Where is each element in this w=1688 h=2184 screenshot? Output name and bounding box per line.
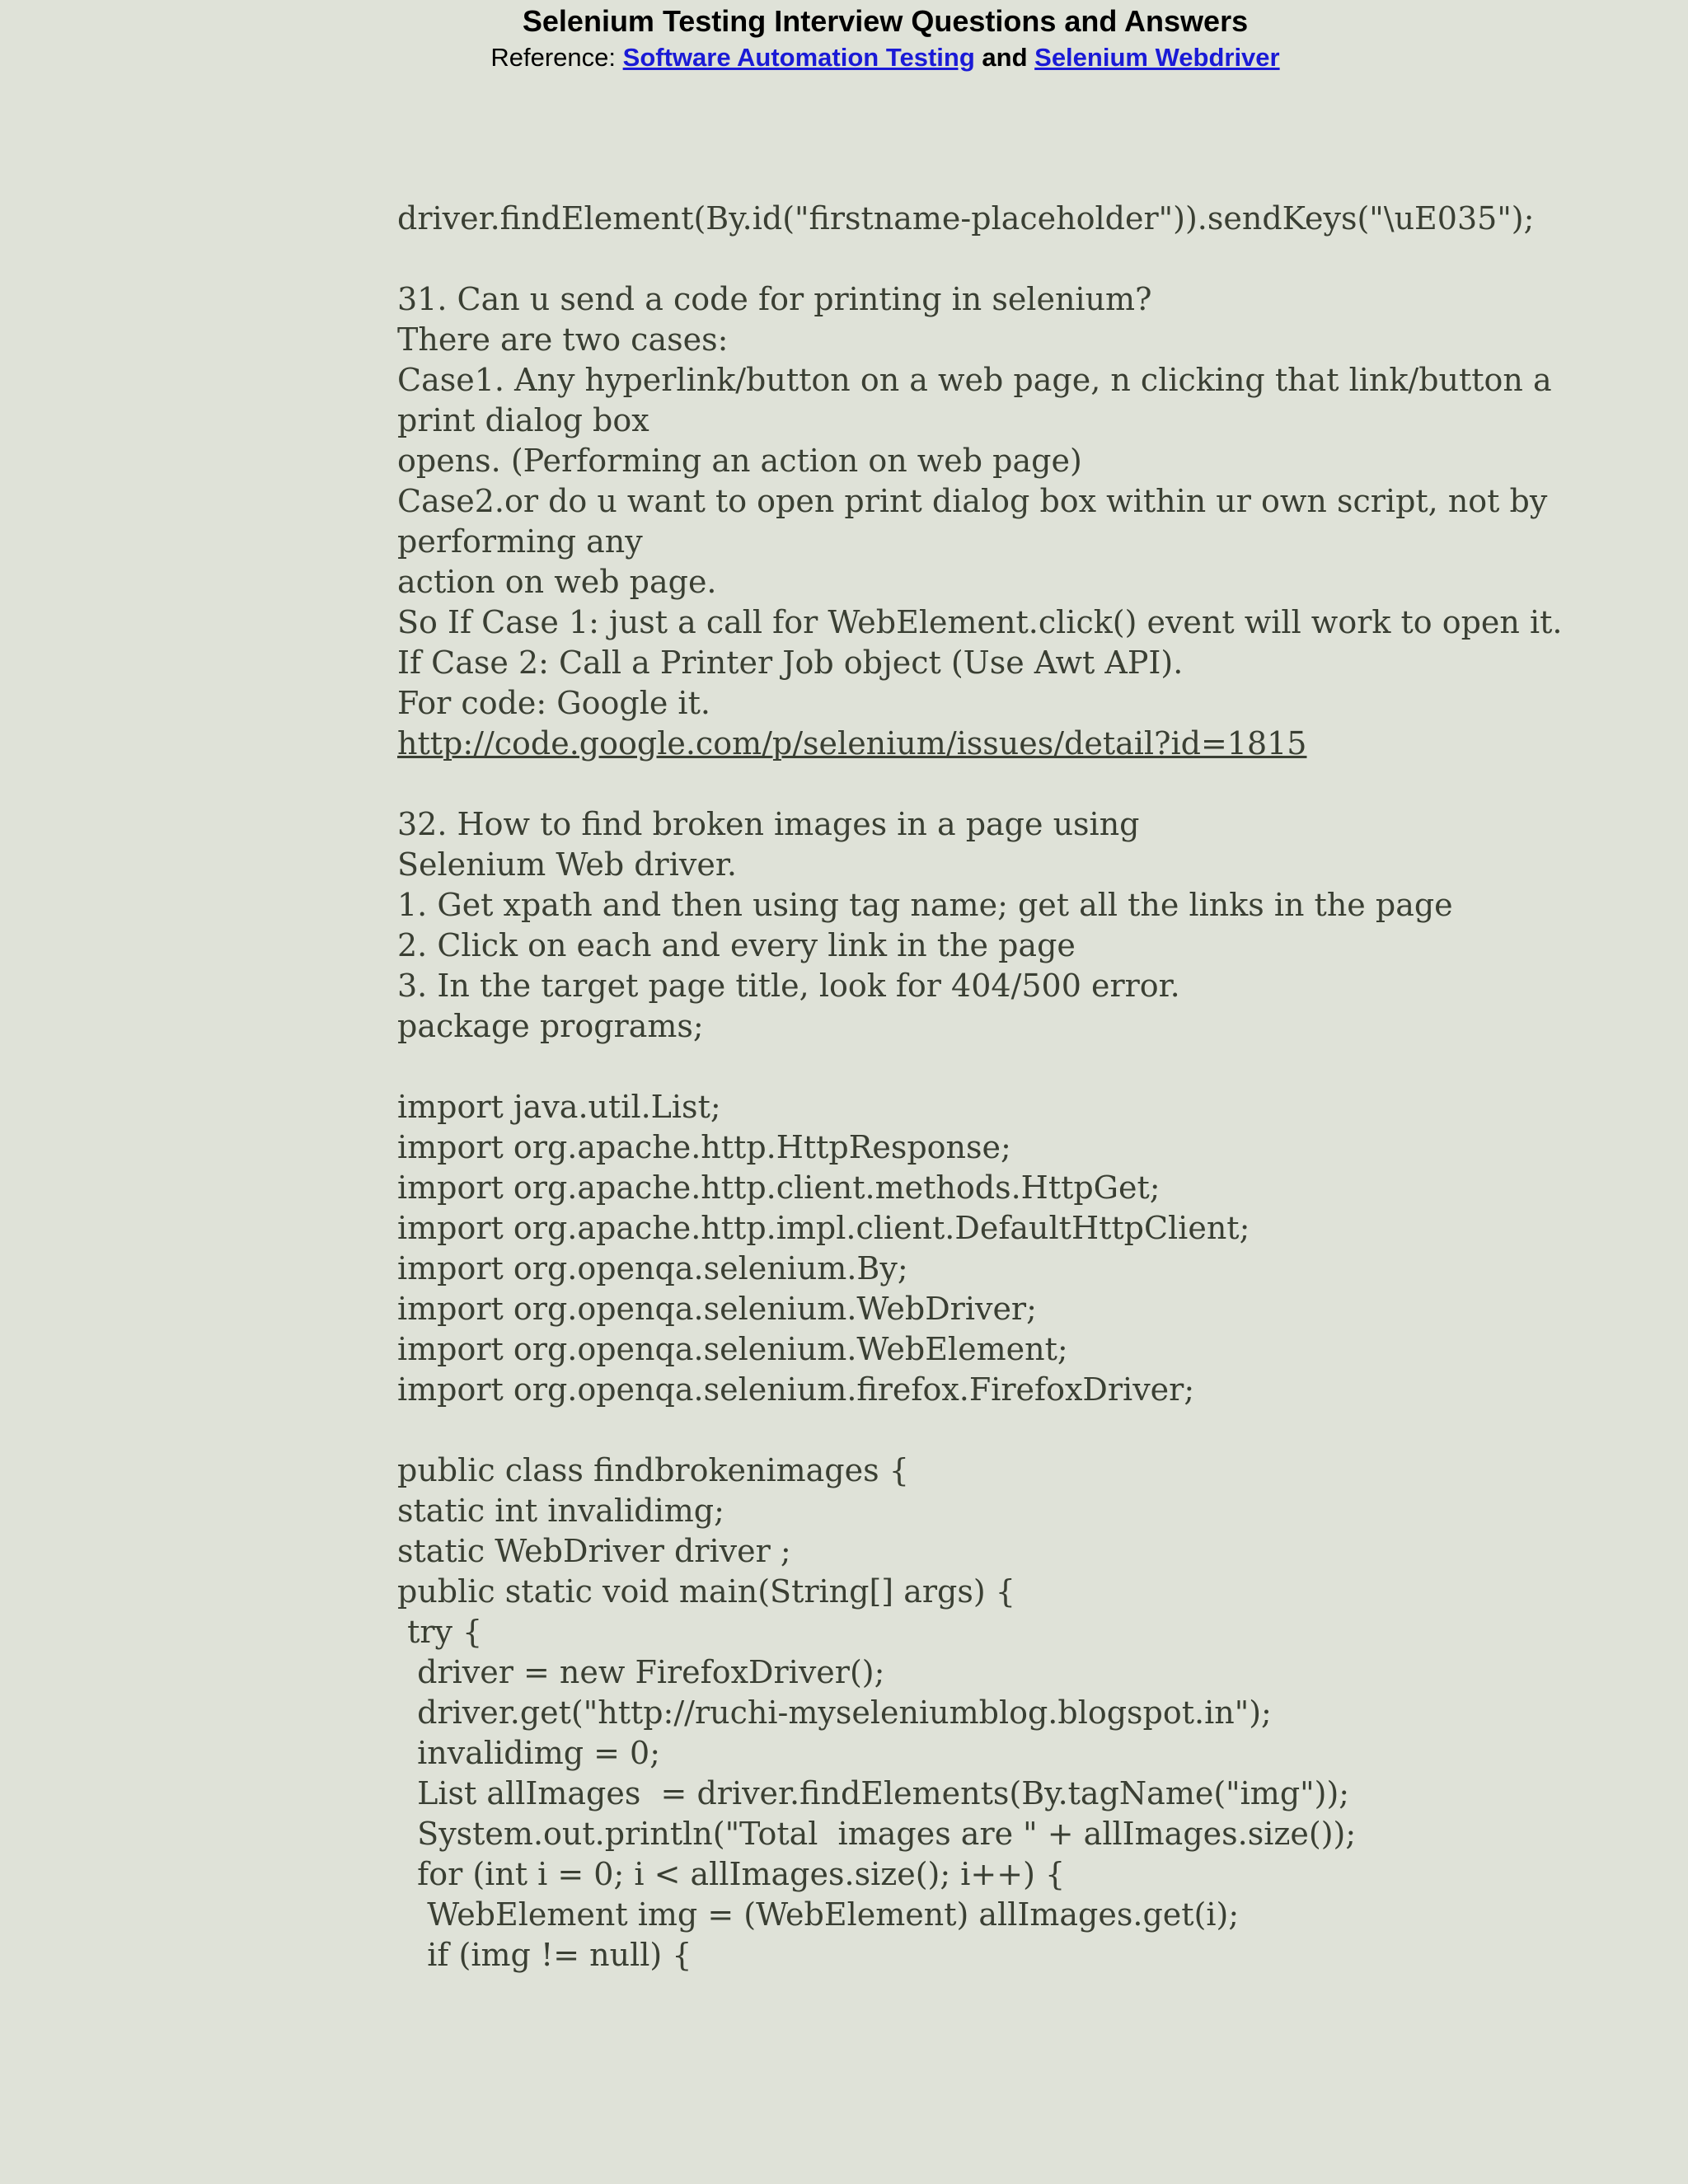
code-line: for (int i = 0; i < allImages.size(); i++) { (397, 1856, 1066, 1892)
software-automation-testing-link[interactable]: Software Automation Testing (622, 43, 975, 72)
body-line: So If Case 1: just a call for WebElement.click() event will work to open it. (397, 604, 1563, 640)
body-line: For code: Google it. (397, 685, 710, 721)
google-code-issue-link[interactable]: http://code.google.com/p/selenium/issues/detail?id=1815 (397, 725, 1307, 762)
body-line: opens. (Performing an action on web page) (397, 443, 1082, 479)
reference-and: and (982, 43, 1028, 72)
body-line: Case1. Any hyperlink/button on a web page, n clicking that link/button a (397, 362, 1552, 398)
reference-label: Reference: (490, 43, 623, 72)
code-line: import org.openqa.selenium.WebDriver; (397, 1291, 1037, 1327)
document-title: Selenium Testing Interview Questions and Answers (522, 4, 1249, 38)
code-line: import org.openqa.selenium.WebElement; (397, 1331, 1068, 1367)
code-line: try { (397, 1614, 483, 1650)
document-body (397, 199, 1563, 1975)
question-31-heading: 31. Can u send a code for printing in selenium? (397, 281, 1152, 317)
body-line: performing any (397, 523, 643, 560)
code-line: driver.get("http://ruchi-myseleniumblog.blogspot.in"); (397, 1694, 1272, 1731)
code-line: import org.openqa.selenium.firefox.FirefoxDriver; (397, 1371, 1195, 1408)
code-line: import java.util.List; (397, 1089, 721, 1125)
code-line: if (img != null) { (397, 1937, 692, 1973)
code-line: public static void main(String[] args) { (397, 1573, 1015, 1610)
body-line: Selenium Web driver. (397, 846, 737, 883)
body-line (397, 764, 1535, 804)
question-32-heading: 32. How to find broken images in a page using (397, 806, 1140, 842)
code-line: List allImages = driver.findElements(By.tagName("img")); (397, 1775, 1350, 1811)
code-line: invalidimg = 0; (397, 1735, 661, 1771)
code-line: package programs; (397, 1008, 704, 1044)
code-line: WebElement img = (WebElement) allImages.get(i); (397, 1896, 1240, 1933)
code-line: System.out.println("Total images are " + allImages.size()); (397, 1816, 1357, 1852)
code-line: static int invalidimg; (397, 1493, 724, 1529)
body-line: action on web page. (397, 564, 717, 600)
body-line: 2. Click on each and every link in the page (397, 927, 1076, 963)
code-line: import org.apache.http.impl.client.DefaultHttpClient; (397, 1210, 1250, 1246)
code-line (397, 1047, 1535, 1087)
code-line: import org.apache.http.client.methods.HttpGet; (397, 1169, 1160, 1206)
code-line (397, 1410, 1535, 1451)
selenium-webdriver-link[interactable]: Selenium Webdriver (1034, 43, 1280, 72)
code-line: import org.openqa.selenium.By; (397, 1250, 908, 1286)
code-line: import org.apache.http.HttpResponse; (397, 1129, 1011, 1165)
body-line: 1. Get xpath and then using tag name; get all the links in the page (397, 887, 1453, 923)
body-line: print dialog box (397, 402, 649, 438)
body-line: 3. In the target page title, look for 404/500 error. (397, 968, 1180, 1004)
reference-line (0, 41, 1688, 74)
body-line: There are two cases: (397, 321, 729, 358)
code-line: driver = new FirefoxDriver(); (397, 1654, 885, 1690)
body-line (397, 239, 1535, 279)
body-line: driver.findElement(By.id("firstname-placeholder")).sendKeys("\uE035"); (397, 200, 1535, 237)
body-line: If Case 2: Call a Printer Job object (Use Awt API). (397, 644, 1184, 681)
code-line: static WebDriver driver ; (397, 1533, 791, 1569)
body-line: Case2.or do u want to open print dialog box within ur own script, not by (397, 483, 1548, 519)
code-line: public class findbrokenimages { (397, 1452, 909, 1488)
